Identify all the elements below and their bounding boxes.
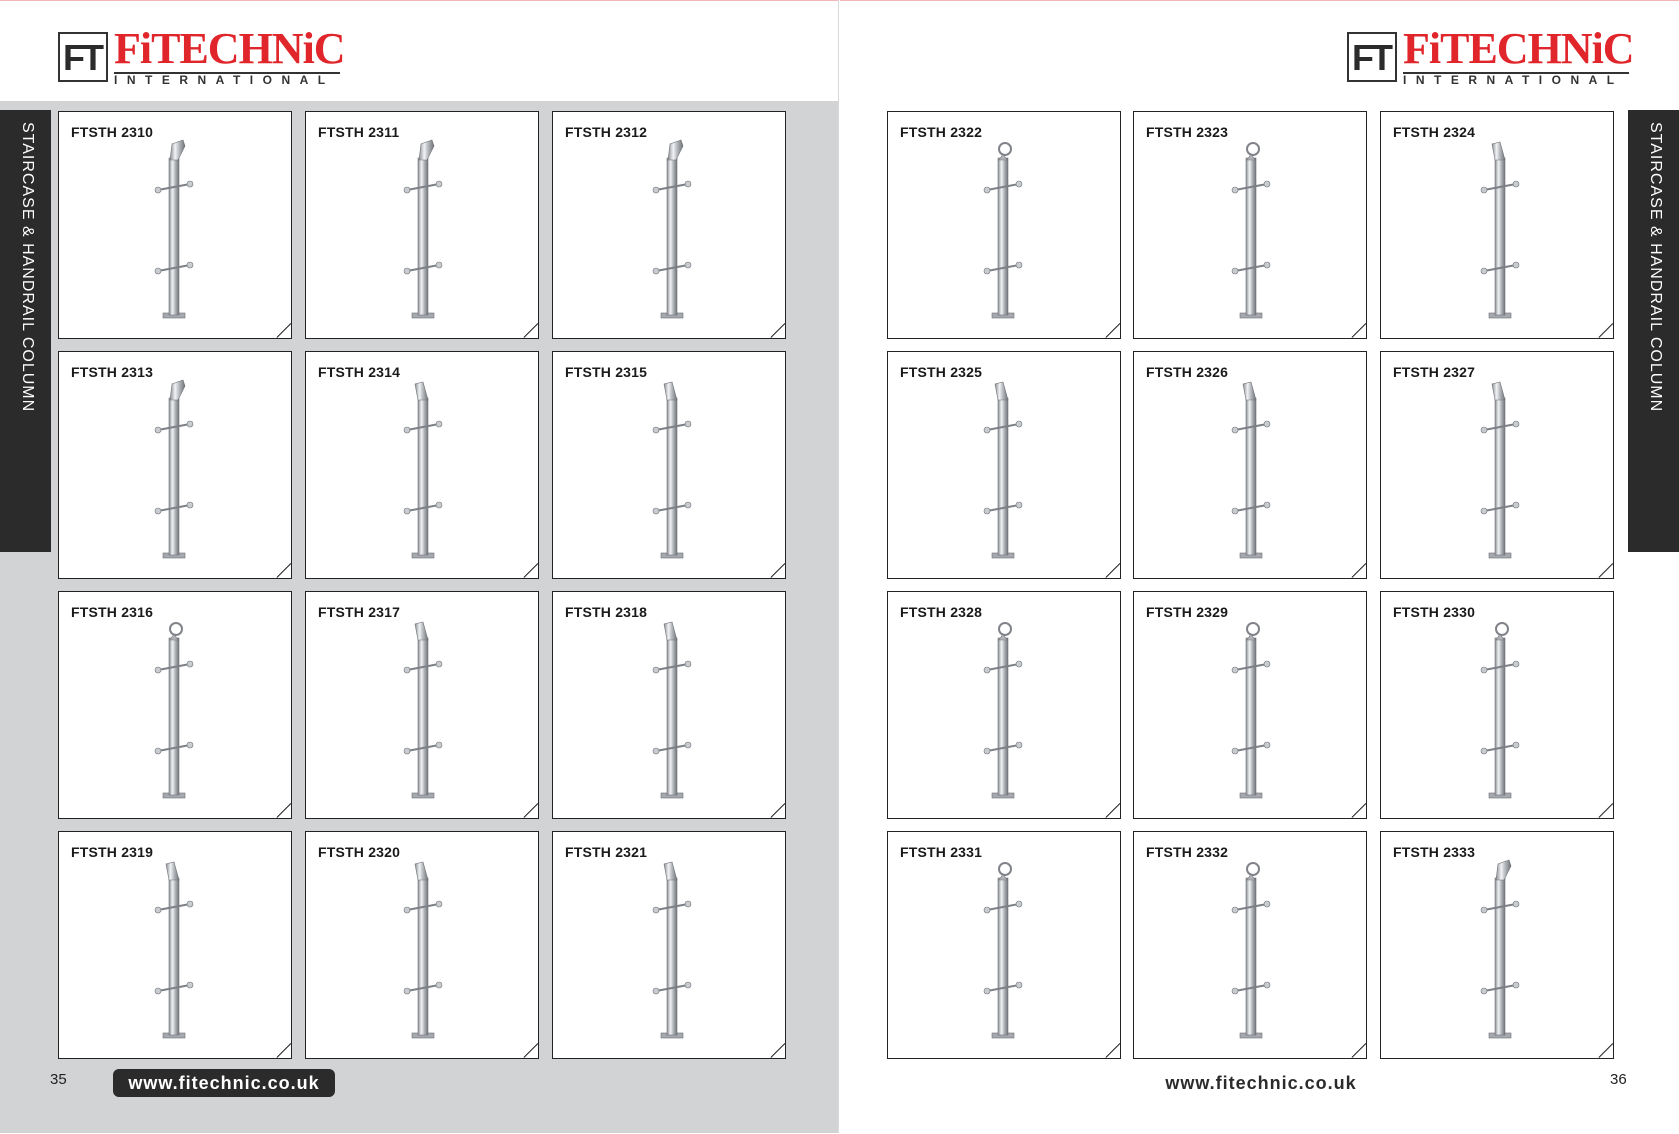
- website-link-right[interactable]: www.fitechnic.co.uk: [1165, 1073, 1357, 1093]
- handrail-column-image: [888, 832, 1121, 1059]
- product-code: FTSTH 2317: [318, 604, 401, 620]
- product-code: FTSTH 2328: [900, 604, 983, 620]
- page-number-left: 35: [50, 1071, 67, 1088]
- product-code: FTSTH 2333: [1393, 844, 1476, 860]
- handrail-column-image: [888, 352, 1121, 579]
- product-code: FTSTH 2322: [900, 124, 983, 140]
- product-code: FTSTH 2310: [71, 124, 154, 140]
- product-code: FTSTH 2314: [318, 364, 401, 380]
- brand-logo-right: [1347, 24, 1634, 87]
- handrail-column-image: [59, 352, 292, 579]
- handrail-column-image: [306, 112, 539, 339]
- product-card: [887, 351, 1121, 579]
- handrail-column-image: [1381, 592, 1614, 819]
- product-card: [305, 111, 539, 339]
- handrail-column-image: [306, 832, 539, 1059]
- product-code: FTSTH 2315: [565, 364, 648, 380]
- section-tab-right: [1628, 110, 1679, 552]
- product-card: [887, 111, 1121, 339]
- product-card: [552, 111, 786, 339]
- logo-subtitle: INTERNATIONAL: [1403, 72, 1629, 87]
- handrail-column-image: [1381, 112, 1614, 339]
- handrail-column-image: [553, 112, 786, 339]
- product-card: [1380, 351, 1614, 579]
- product-card: [305, 831, 539, 1059]
- product-card: [552, 351, 786, 579]
- product-card: [1133, 351, 1367, 579]
- logo-subtitle: INTERNATIONAL: [114, 72, 340, 87]
- product-code: FTSTH 2313: [71, 364, 154, 380]
- product-code: FTSTH 2311: [318, 124, 400, 140]
- logo-brand-name: FiTECHNiC: [1403, 24, 1634, 73]
- logo-brand-name: FiTECHNiC: [114, 24, 345, 73]
- product-card: [58, 351, 292, 579]
- product-card: [552, 591, 786, 819]
- page-number-right: 36: [1610, 1071, 1627, 1088]
- handrail-column-image: [888, 592, 1121, 819]
- product-card: [58, 831, 292, 1059]
- product-code: FTSTH 2325: [900, 364, 983, 380]
- product-card: [305, 351, 539, 579]
- brand-logo-left: [58, 24, 345, 87]
- handrail-column-image: [553, 832, 786, 1059]
- handrail-column-image: [1134, 352, 1367, 579]
- product-code: FTSTH 2331: [900, 844, 983, 860]
- product-card: [58, 591, 292, 819]
- handrail-column-image: [1381, 352, 1614, 579]
- product-code: FTSTH 2323: [1146, 124, 1229, 140]
- product-code: FTSTH 2319: [71, 844, 154, 860]
- handrail-column-image: [306, 352, 539, 579]
- logo-mark: FT: [58, 32, 108, 82]
- product-code: FTSTH 2321: [565, 844, 648, 860]
- logo-mark: FT: [1347, 32, 1397, 82]
- handrail-column-image: [553, 592, 786, 819]
- product-code: FTSTH 2318: [565, 604, 648, 620]
- product-code: FTSTH 2329: [1146, 604, 1229, 620]
- handrail-column-image: [1381, 832, 1614, 1059]
- product-card: [887, 591, 1121, 819]
- handrail-column-image: [59, 832, 292, 1059]
- handrail-column-image: [888, 112, 1121, 339]
- product-code: FTSTH 2324: [1393, 124, 1476, 140]
- product-card: [1133, 111, 1367, 339]
- handrail-column-image: [553, 352, 786, 579]
- product-card: [1380, 591, 1614, 819]
- website-link-left[interactable]: www.fitechnic.co.uk: [113, 1069, 335, 1097]
- product-card: [305, 591, 539, 819]
- product-code: FTSTH 2312: [565, 124, 648, 140]
- product-card: [1380, 111, 1614, 339]
- product-card: [58, 111, 292, 339]
- section-tab-left: [0, 110, 51, 552]
- handrail-column-image: [1134, 592, 1367, 819]
- handrail-column-image: [306, 592, 539, 819]
- section-title: STAIRCASE & HANDRAIL COLUMN: [1647, 122, 1664, 413]
- handrail-column-image: [1134, 832, 1367, 1059]
- handrail-column-image: [59, 592, 292, 819]
- product-code: FTSTH 2332: [1146, 844, 1229, 860]
- product-code: FTSTH 2326: [1146, 364, 1229, 380]
- product-code: FTSTH 2320: [318, 844, 401, 860]
- product-card: [1133, 831, 1367, 1059]
- handrail-column-image: [59, 112, 292, 339]
- page-spine: [838, 0, 839, 1133]
- product-card: [887, 831, 1121, 1059]
- product-code: FTSTH 2316: [71, 604, 154, 620]
- handrail-column-image: [1134, 112, 1367, 339]
- product-code: FTSTH 2327: [1393, 364, 1476, 380]
- product-card: [552, 831, 786, 1059]
- product-card: [1133, 591, 1367, 819]
- section-title: STAIRCASE & HANDRAIL COLUMN: [19, 122, 36, 413]
- product-code: FTSTH 2330: [1393, 604, 1476, 620]
- product-card: [1380, 831, 1614, 1059]
